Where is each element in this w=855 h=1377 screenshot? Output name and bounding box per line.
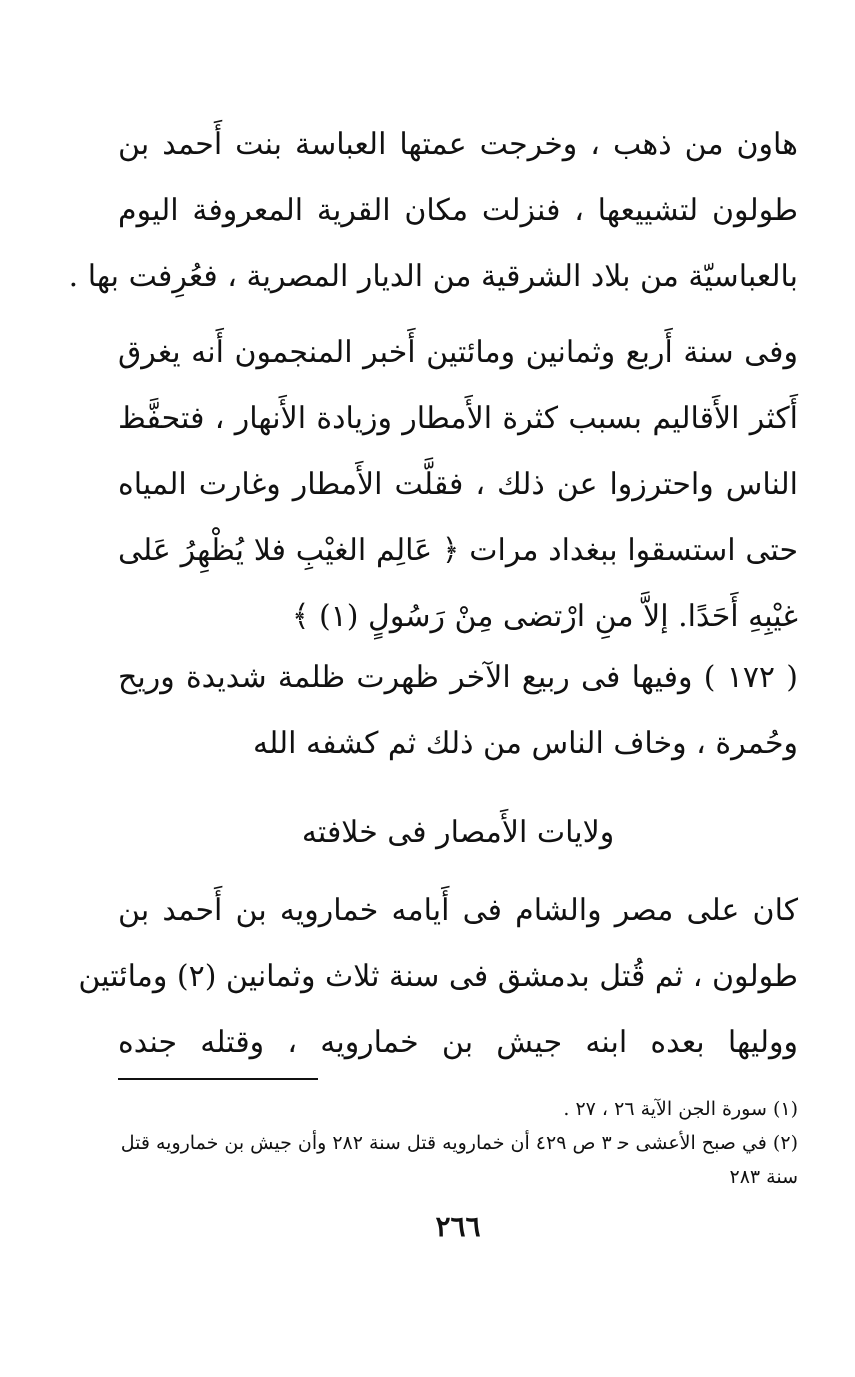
footnote-1: (١) سورة الجن الآية ٢٦ ، ٢٧ . — [563, 1098, 798, 1120]
text-line: ووليها بعده ابنه جيش بن خمارويه ، وقتله جنده — [118, 1025, 798, 1060]
paragraph-3 — [118, 645, 798, 777]
text-line: طولون ، ثم قُتل بدمشق فى سنة ثلاث وثمانين (٢) ومائتين — [78, 959, 798, 994]
footnote-2: (٢) في صبح الأعشى ﺣ ٣ ص ٤٢٩ أن خمارويه قتل سنة ٢٨٢ وأن جيش بن خمارويه قتل — [120, 1132, 798, 1154]
text-line: كان على مصر والشام فى أَيامه خمارويه بن أَحمد بن — [118, 893, 798, 928]
text-line: ( ١٧٢ ) وفيها فى ربيع الآخر ظهرت ظلمة شديدة وريح — [118, 660, 799, 695]
text-line: أَكثر الأَقاليم بسبب كثرة الأَمطار وزيادة الأَنهار ، فتحفَّظ — [118, 401, 798, 436]
text-line: وحُمرة ، وخاف الناس من ذلك ثم كشفه الله — [253, 726, 798, 761]
text-line: حتى استسقوا ببغداد مرات ﴿ عَالِم الغيْبِ فلا يُظْهِرُ عَلى — [118, 533, 798, 568]
section-heading: ولايات الأَمصار فى خلافته — [301, 815, 615, 850]
paragraph-1 — [68, 112, 798, 310]
paragraph-4 — [78, 878, 798, 1076]
footnote-2-continued: سنة ٢٨٣ — [729, 1166, 798, 1188]
text-line: طولون لتشييعها ، فنزلت مكان القرية المعروفة اليوم — [118, 193, 798, 228]
text-line: الناس واحترزوا عن ذلك ، فقلَّت الأَمطار وغارت المياه — [118, 467, 798, 502]
text-line: هاون من ذهب ، وخرجت عمتها العباسة بنت أَحمد بن — [118, 127, 798, 162]
paragraph-2 — [118, 320, 798, 650]
page-number: ٢٦٦ — [435, 1210, 481, 1243]
footnote-divider — [118, 1078, 318, 1080]
footnotes — [118, 1092, 798, 1194]
text-line: بالعباسيّة من بلاد الشرقية من الديار المصرية ، فعُرِفت بها . — [68, 259, 798, 294]
text-line: وفى سنة أَربع وثمانين ومائتين أَخبر المنجمون أَنه يغرق — [118, 335, 798, 370]
text-line: غيْبِهِ أَحَدًا. إلاَّ منِ ارْتضى مِنْ رَسُولٍ (١) ﴾ — [291, 599, 798, 634]
